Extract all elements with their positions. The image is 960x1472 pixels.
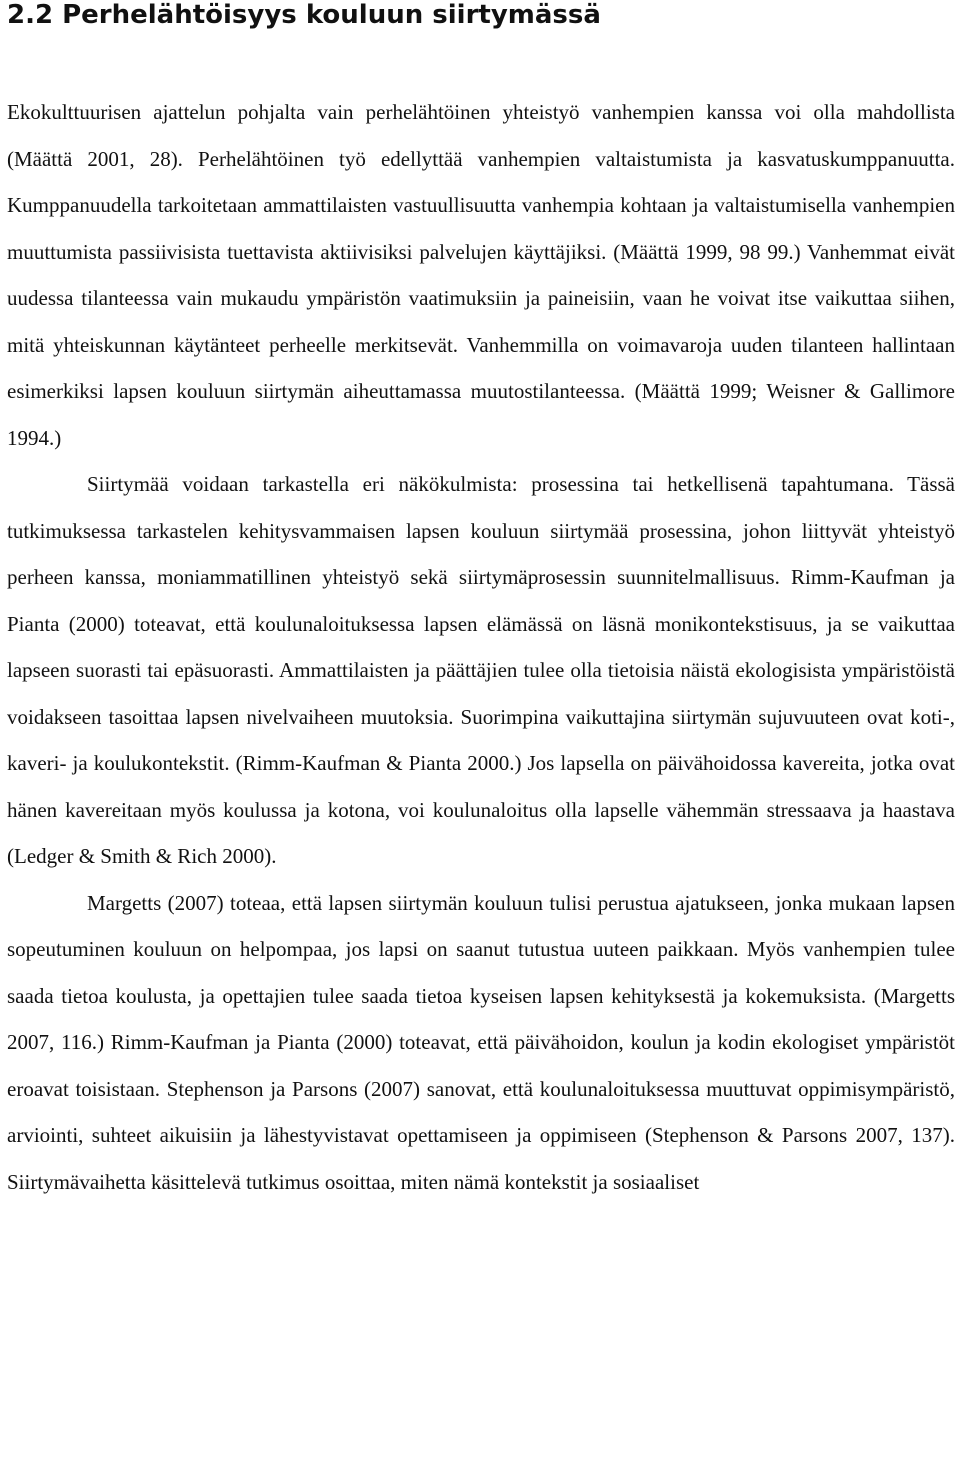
paragraph-3: Margetts (2007) toteaa, että lapsen siirtymän kouluun tulisi perustua ajatukseen, jonka mukaan lapsen sopeutuminen kouluun on helpompaa, jos lapsi on saanut tutustua uuteen paikkaan. Myös vanhempien tulee saada tietoa koulusta, ja opettajien tulee saada tietoa kyseisen lapsen kehityksestä ja kokemuksista. (Margetts 2007, 116.) Rimm-Kaufman ja Pianta (2000) toteavat, että päivähoidon, koulun ja kodin ekologiset ympäristöt eroavat toisistaan. Stephenson ja Parsons (2007) sanovat, että koulunaloituksessa muuttuvat oppimisympäristö, arviointi, suhteet aikuisiin ja lähestyvistavat opettamiseen ja oppimiseen (Stephenson & Parsons 2007, 137). Siirtymävaihetta käsittelevä tutkimus osoittaa, miten nämä kontekstit ja sosiaaliset — [7, 890, 955, 1194]
paragraph-2: Siirtymää voidaan tarkastella eri näkökulmista: prosessina tai hetkellisenä tapahtumana. Tässä tutkimuksessa tarkastelen kehitysvammaisen lapsen kouluun siirtymää prosessina, johon liittyvät yhteistyö perheen kanssa, moniammatillinen yhteistyö sekä siirtymäprosessin suunnitelmallisuus. Rimm-Kaufman ja Pianta (2000) toteavat, että koulunaloituksessa lapsen elämässä on läsnä monikontekstisuus, ja se vaikuttaa lapseen suorasti tai epäsuorasti. Ammattilaisten ja päättäjien tulee olla tietoisia näistä ekologisista ympäristöistä voidakseen tasoittaa lapsen nivelvaiheen muutoksia. Suorimpina vaikuttajina siirtymän sujuvuuteen ovat koti-, kaveri- ja koulukontekstit. (Rimm-Kaufman & Pianta 2000.) Jos lapsella on päivähoidossa kavereita, jotka ovat hänen kavereitaan myös koulussa ja kotona, voi koulunaloitus olla lapselle vähemmän stressaava ja haastava (Ledger & Smith & Rich 2000). — [7, 472, 955, 868]
section-heading: 2.2 Perhelähtöisyys kouluun siirtymässä — [7, 0, 601, 30]
body-text — [7, 89, 955, 1205]
paragraph-1: Ekokulttuurisen ajattelun pohjalta vain perhelähtöinen yhteistyö vanhempien kanssa voi olla mahdollista (Määttä 2001, 28). Perhelähtöinen työ edellyttää vanhempien valtaistumista ja kasvatuskumppanuutta. Kumppanuudella tarkoitetaan ammattilaisten vastuullisuutta vanhempia kohtaan ja valtaistumisella vanhempien muuttumista passiivisista tuettavista aktiivisiksi palvelujen käyttäjiksi. (Määttä 1999, 98 99.) Vanhemmat eivät uudessa tilanteessa vain mukaudu ympäristön vaatimuksiin ja paineisiin, vaan he voivat itse vaikuttaa siihen, mitä yhteiskunnan käytänteet perheelle merkitsevät. Vanhemmilla on voimavaroja uuden tilanteen hallintaan esimerkiksi lapsen kouluun siirtymän aiheuttamassa muutostilanteessa. (Määttä 1999; Weisner & Gallimore 1994.) — [7, 100, 955, 450]
document-page — [7, 0, 955, 1194]
